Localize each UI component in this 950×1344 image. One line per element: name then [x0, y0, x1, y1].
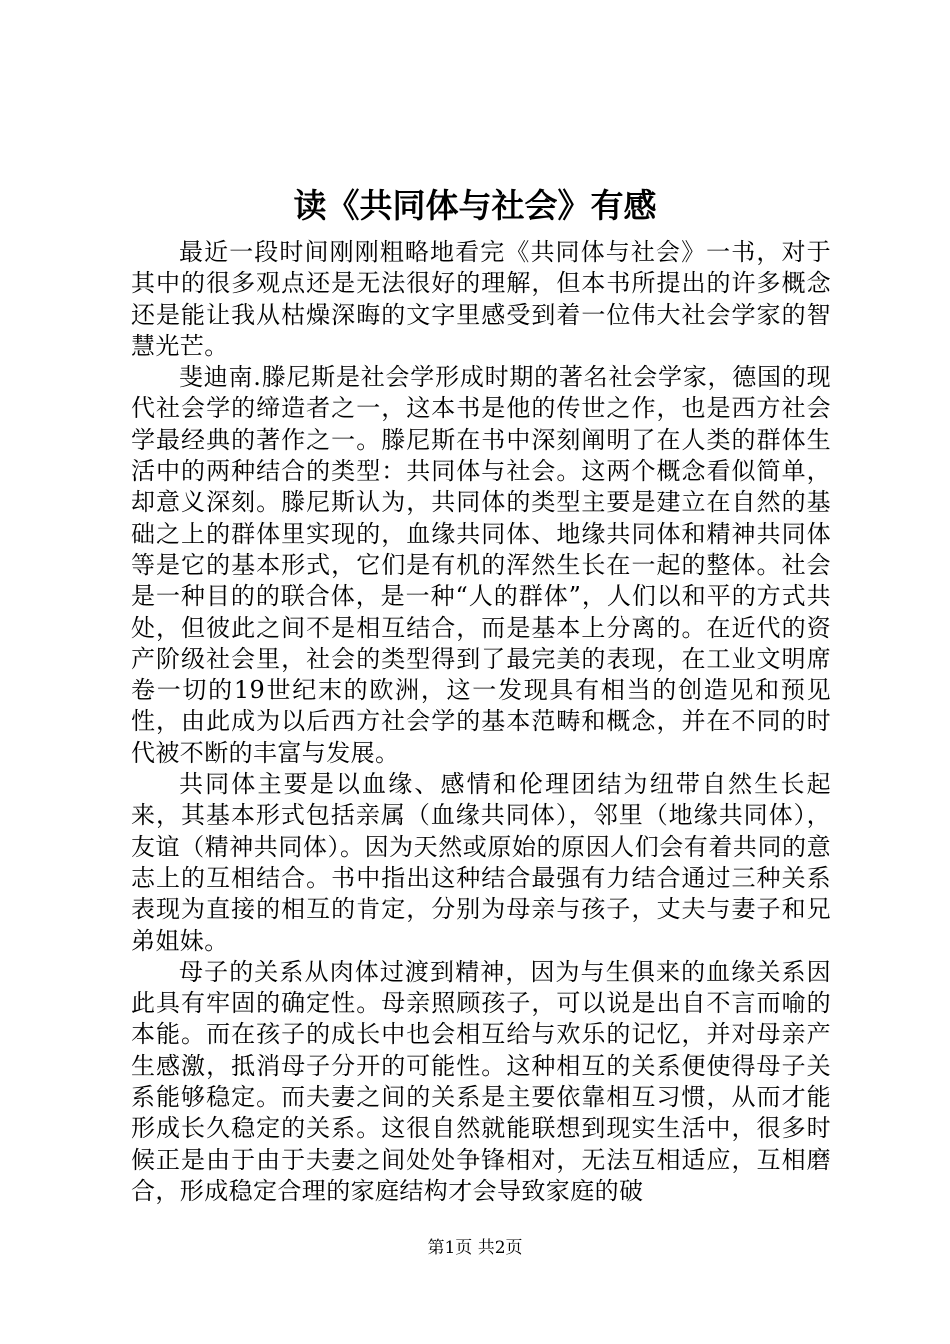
paragraph-tonnies: 斐迪南.滕尼斯是社会学形成时期的著名社会学家，德国的现代社会学的缔造者之一，这本书是他的传世之作，也是西方社会学最经典的著作之一。滕尼斯在书中深刻阐明了在人类的群体生活中的两种结合的类型：共同体与社会。这两个概念看似简单，却意义深刻。滕尼斯认为，共同体的类型主要是建立在自然的基础之上的群体里实现的，血缘共同体、地缘共同体和精神共同体等是它的基本形式，它们是有机的浑然生长在一起的整体。社会是一种目的的联合体，是一种“人的群体”，人们以和平的方式共处，但彼此之间不是相互结合，而是基本上分离的。在近代的资产阶级社会里，社会的类型得到了最完美的表现，在工业文明席卷一切的19世纪末的欧洲，这一发现具有相当的创造见和预见性，由此成为以后西方社会学的基本范畴和概念，并在不同的时代被不断的丰富与发展。 [131, 363, 831, 767]
paragraph-community: 共同体主要是以血缘、感情和伦理团结为纽带自然生长起来，其基本形式包括亲属（血缘共同体），邻里（地缘共同体），友谊（精神共同体）。因为天然或原始的原因人们会有着共同的意志上的互相结合。书中指出这种结合最强有力结合通过三种关系表现为直接的相互的肯定，分别为母亲与孩子，丈夫与妻子和兄弟姐妹。 [131, 770, 831, 955]
page-footer: 第1页 共2页 [427, 1238, 523, 1258]
paragraph-intro: 最近一段时间刚刚粗略地看完《共同体与社会》一书，对于其中的很多观点还是无法很好的理解，但本书所提出的许多概念还是能让我从枯燥深晦的文字里感受到着一位伟大社会学家的智慧光芒。 [131, 238, 831, 360]
document-title: 读《共同体与社会》有感 [293, 186, 657, 225]
document-body [131, 237, 831, 1207]
paragraph-mother-child: 母子的关系从肉体过渡到精神，因为与生俱来的血缘关系因此具有牢固的确定性。母亲照顾孩子，可以说是出自不言而喻的本能。而在孩子的成长中也会相互给与欢乐的记忆，并对母亲产生感激，抵消母子分开的可能性。这种相互的关系便使得母子关系能够稳定。而夫妻之间的关系是主要依靠相互习惯，从而才能形成长久稳定的关系。这很自然就能联想到现实生活中，很多时候正是由于由于夫妻之间处处争锋相对，无法互相适应，互相磨合，形成稳定合理的家庭结构才会导致家庭的破 [131, 957, 831, 1205]
